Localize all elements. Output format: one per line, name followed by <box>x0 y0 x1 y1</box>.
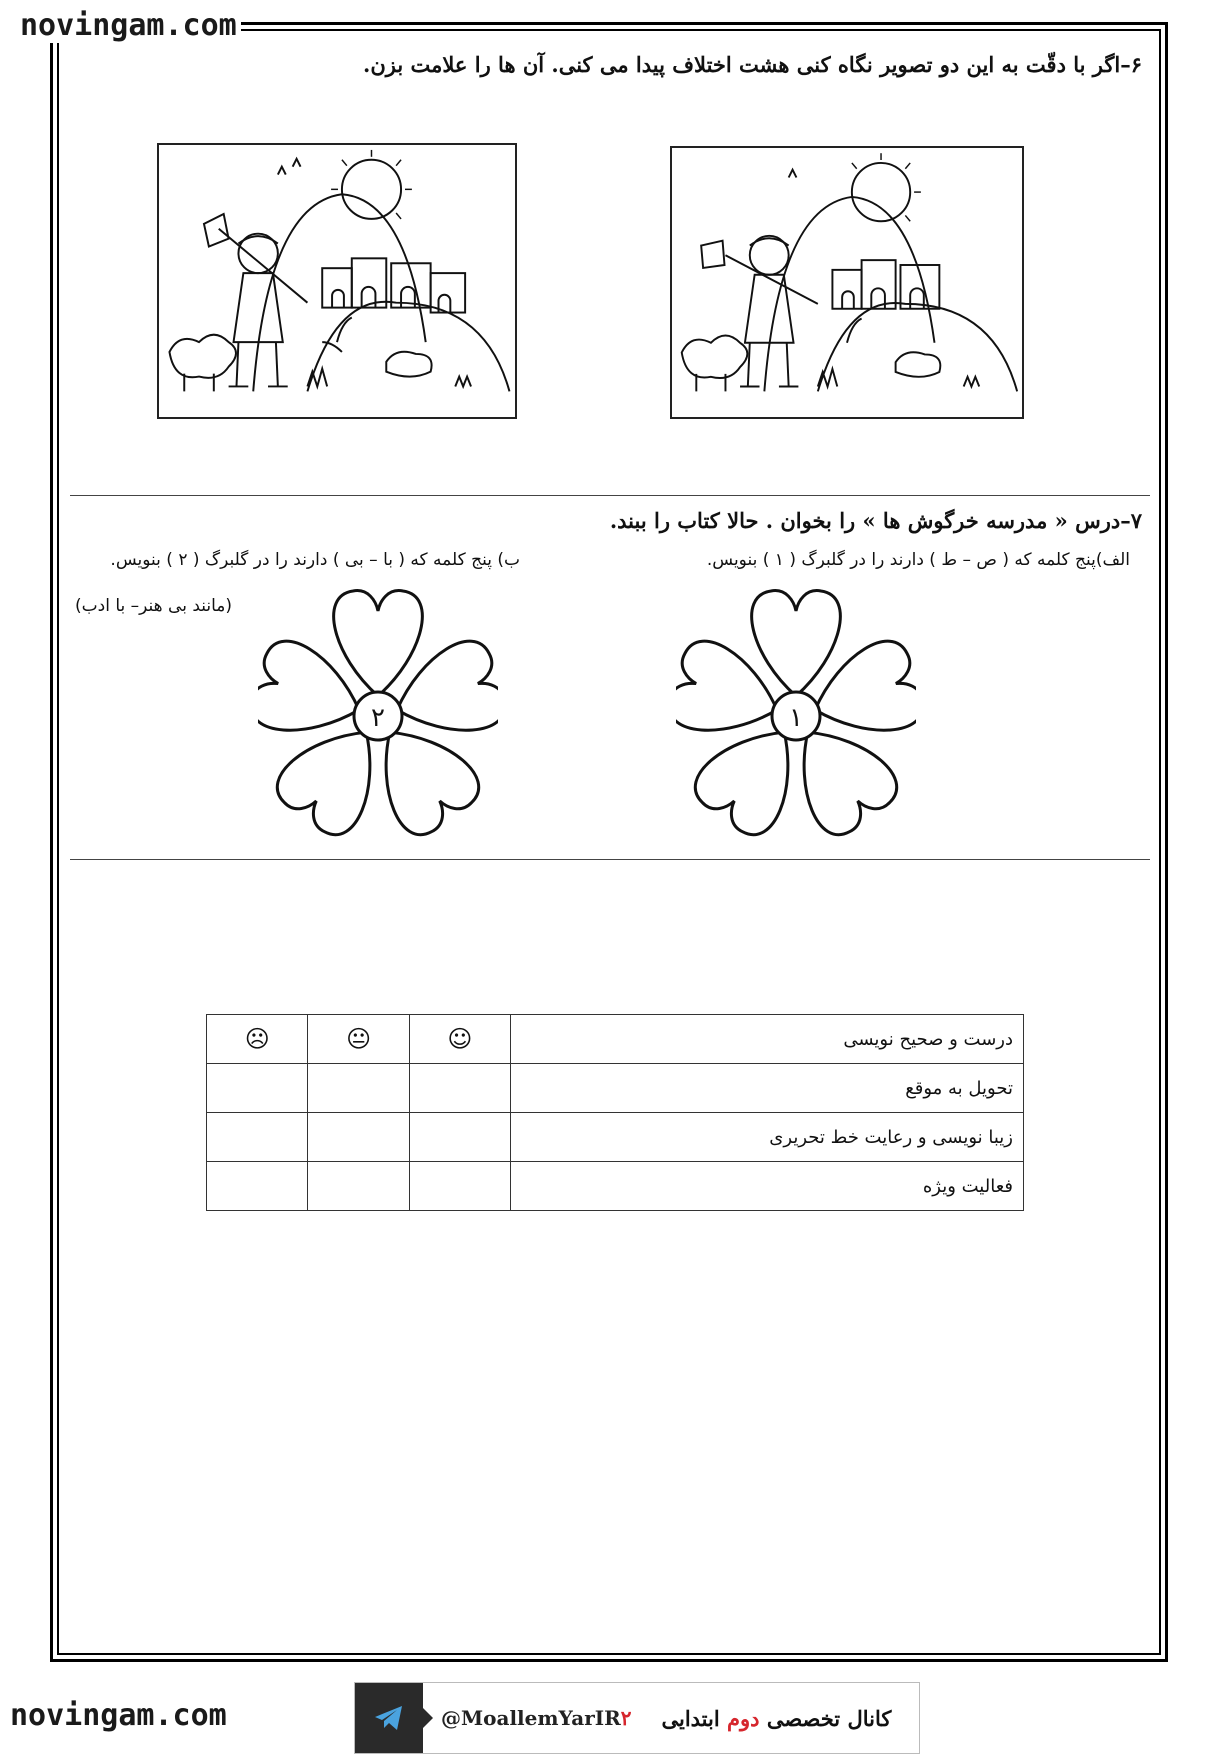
question-6-text: ۶–اگر با دقّت به این دو تصویر نگاه کنی هشت اختلاف پیدا می کنی. آن ها را علامت بزن. <box>363 52 1142 77</box>
divider-2 <box>70 859 1150 860</box>
shepherd-scene-left <box>159 145 515 417</box>
watermark-top: novingam.com <box>16 8 241 43</box>
channel-handle[interactable]: @MoallemYarIR۲ <box>441 1706 632 1730</box>
check-cell[interactable] <box>409 1064 510 1113</box>
flower-2-label: ۲ <box>371 703 385 733</box>
watermark-bottom: novingam.com <box>10 1698 227 1733</box>
check-cell[interactable] <box>207 1162 308 1211</box>
channel-name: کانال تخصصی دوم ابتدایی <box>661 1705 892 1731</box>
neutral-face-icon: 😐 <box>308 1015 409 1064</box>
check-cell[interactable] <box>207 1113 308 1162</box>
table-row <box>207 1113 1024 1162</box>
table-row <box>207 1064 1024 1113</box>
check-cell[interactable] <box>409 1162 510 1211</box>
criterion-cell: زیبا نویسی و رعایت خط تحریری <box>511 1113 1024 1162</box>
criterion-cell: درست و صحیح نویسی <box>511 1015 1024 1064</box>
flower-1 <box>676 588 916 843</box>
divider-1 <box>70 495 1150 496</box>
table-row <box>207 1015 1024 1064</box>
telegram-icon[interactable] <box>355 1683 423 1753</box>
picture-right <box>670 146 1024 419</box>
smile-face-icon: ☺ <box>409 1015 510 1064</box>
channel-banner[interactable] <box>354 1682 920 1754</box>
check-cell[interactable] <box>308 1113 409 1162</box>
evaluation-table <box>206 1014 1024 1211</box>
question-7-part-a: الف)پنج کلمه که ( ص – ط ) دارند را در گلبرگ ( ۱ ) بنویس. <box>706 550 1130 570</box>
flower-1-label: ۱ <box>789 703 803 733</box>
criterion-cell: تحویل به موقع <box>511 1064 1024 1113</box>
check-cell[interactable] <box>409 1113 510 1162</box>
check-cell[interactable] <box>207 1064 308 1113</box>
shepherd-scene-right <box>672 148 1022 417</box>
criterion-cell: فعالیت ویژه <box>511 1162 1024 1211</box>
flower-2 <box>258 588 498 843</box>
question-7-part-b: ب) پنج کلمه که ( با – بی ) دارند را در گلبرگ ( ۲ ) بنویس. <box>110 550 520 570</box>
check-cell[interactable] <box>308 1064 409 1113</box>
picture-left <box>157 143 517 419</box>
question-7-part-b-example: (مانند بی هنر– با ادب) <box>75 596 233 616</box>
check-cell[interactable] <box>308 1162 409 1211</box>
table-row <box>207 1162 1024 1211</box>
question-7-title: ۷–درس « مدرسه خرگوش ها » را بخوان . حالا کتاب را ببند. <box>609 508 1142 533</box>
sad-face-icon: ☹ <box>207 1015 308 1064</box>
